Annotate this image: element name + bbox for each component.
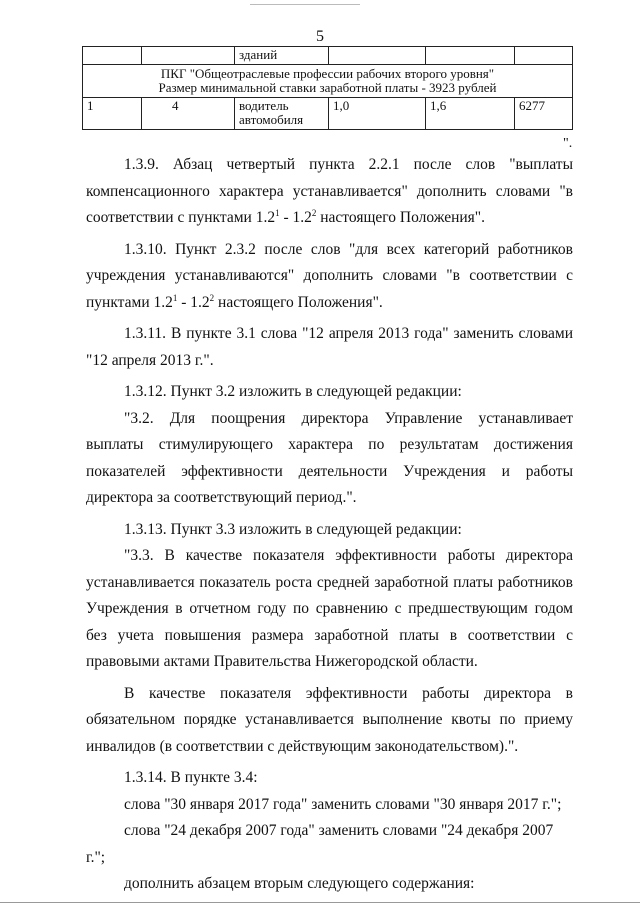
quoted-paragraph-3-2: "3.2. Для поощрения директора Управление устанавливает выплаты стимулирующего характера по результатам достижения показателей эффективности деятельности Учреждения и работы директора за соответствующий период.". [86, 409, 573, 506]
group-min-rate: Размер минимальной ставки заработной платы - 3923 рублей [158, 80, 497, 95]
table-cell: 1,0 [329, 98, 426, 130]
table-cell: 4 [142, 98, 235, 130]
scan-artifact [0, 902, 640, 903]
table-cell [142, 47, 235, 65]
superscript: 1 [275, 207, 280, 218]
closing-quote: ". [563, 136, 573, 151]
table-group-row [83, 65, 573, 98]
superscript: 2 [209, 292, 215, 303]
text-span: 1.3.9. Абзац четвертый пункта 2.2.1 после слов "выплаты компенсационного характера устанавливается" дополнить словами "в соответствии с пунктами 1.2 [86, 156, 573, 226]
text-span: 1.3.10. Пункт 2.3.2 после слов "для всех категорий работников учреждения устанавливаются" дополнить словами "в соответствии с пунктами 1.2 [86, 240, 573, 311]
table-row [83, 98, 573, 130]
table-cell: 1,6 [426, 98, 515, 130]
table-cell [83, 47, 142, 65]
scan-artifact [250, 4, 360, 5]
superscript: 2 [311, 207, 317, 218]
table-cell [515, 47, 573, 65]
replacement-line-1: слова "30 января 2017 года" заменить словами "30 января 2017 г."; [124, 795, 562, 813]
table-cell [329, 47, 426, 65]
table-cell: зданий [235, 47, 329, 65]
text-span: настоящего Положения". [214, 293, 383, 311]
addition-line: дополнить абзацем вторым следующего содержания: [124, 875, 475, 892]
text-span: настоящего Положения". [316, 209, 486, 226]
text-span: - 1.2 [177, 293, 210, 311]
table-cell [235, 98, 329, 130]
replacement-line-2: слова "24 декабря 2007 года" заменить словами "24 декабря 2007 г."; [86, 822, 554, 866]
paragraph-1-3-11: 1.3.11. В пункте 3.1 слова "12 апреля 2013 года" заменить словами "12 апреля 2013 г.". [86, 325, 573, 369]
table-row [83, 47, 573, 65]
position-name-line1: водитель [239, 98, 289, 113]
paragraph-1-3-10 [86, 237, 573, 317]
page-number: 5 [316, 28, 324, 45]
table-cell [426, 47, 515, 65]
quoted-paragraph-3-3-second: В качестве показателя эффективности работы директора в обязательном порядке устанавливается выполнение квоты по приему инвалидов (в соответствии с действующим законодательством).". [86, 684, 573, 755]
table-cell: 1 [83, 98, 142, 130]
quoted-paragraph-3-3: "3.3. В качестве показателя эффективности работы директора устанавливается показатель роста средней заработной платы работников Учреждения в отчетном году по сравнению с предшествующим годом без учета повышения размера заработной платы в соответствии с правовыми актами Правительства Нижегородской области. [86, 547, 573, 670]
superscript: 1 [172, 292, 178, 303]
table-cell: 6277 [515, 98, 573, 130]
table-group-cell [83, 65, 573, 98]
group-title: ПКГ "Общеотраслевые профессии рабочих второго уровня" [160, 66, 495, 81]
position-name-line2: автомобиля [239, 112, 304, 127]
text-span: - 1.2 [279, 209, 312, 226]
paragraph-1-3-13: 1.3.13. Пункт 3.3 изложить в следующей редакции: [124, 520, 462, 538]
paragraph-1-3-14: 1.3.14. В пункте 3.4: [124, 769, 258, 786]
document-body [86, 152, 573, 898]
paragraph-1-3-9 [86, 152, 573, 232]
paragraph-1-3-12: 1.3.12. Пункт 3.2 изложить в следующей редакции: [124, 383, 462, 400]
salary-table [82, 46, 573, 130]
